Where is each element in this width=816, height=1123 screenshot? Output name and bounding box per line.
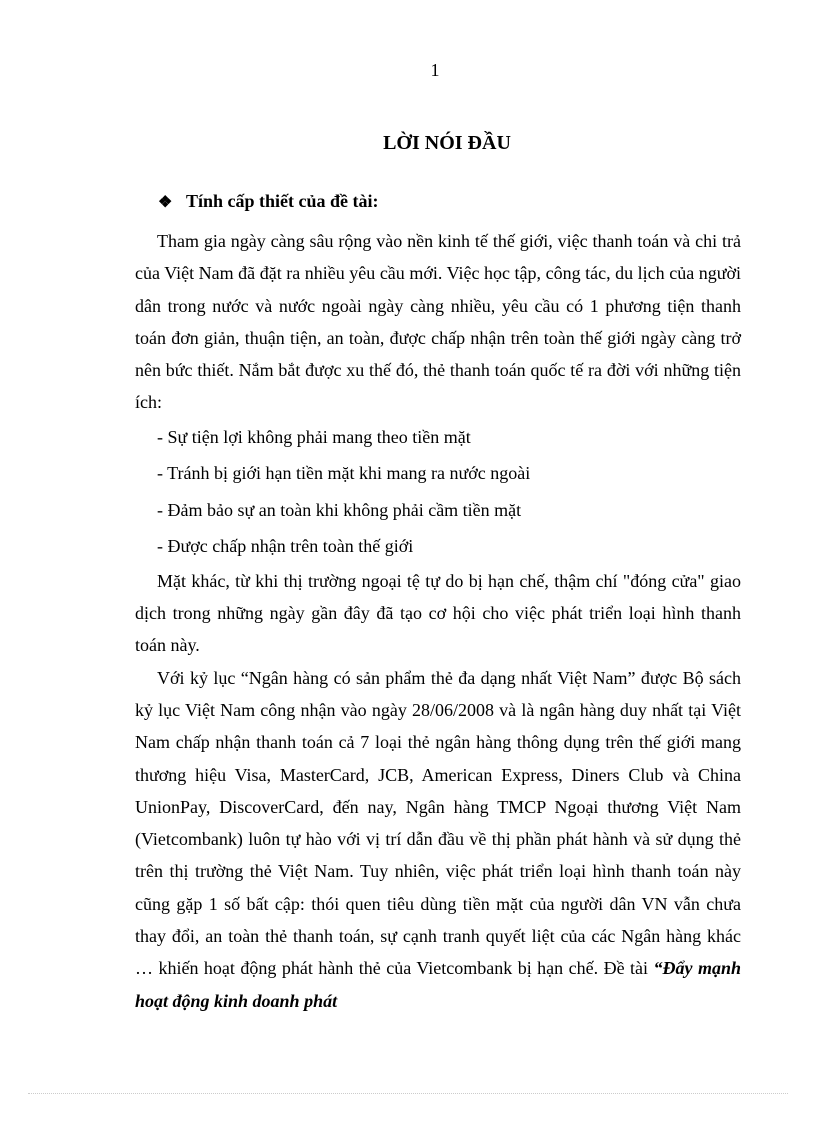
page-bottom-divider <box>28 1093 788 1094</box>
paragraph-vietcombank-text: Với kỷ lục “Ngân hàng có sản phẩm thẻ đa dạng nhất Việt Nam” được Bộ sách kỷ lục Việt Nam công nhận vào ngày 28/06/2008 và là ngân hàng duy nhất tại Việt Nam chấp nhận thanh toán cả 7 loại thẻ ngân hàng thông dụng trên thế giới mang thương hiệu Visa, MasterCard, JCB, American Express, Diners Club và China UnionPay, DiscoverCard, đến nay, Ngân hàng TMCP Ngoại thương Việt Nam (Vietcombank) luôn tự hào với vị trí dẫn đầu về thị phần phát hành và sử dụng thẻ trên thị trường thẻ Việt Nam. Tuy nhiên, việc phát triển loại hình thanh toán này cũng gặp 1 số bất cập: thói quen tiêu dùng tiền mặt của người dân VN vẫn chưa thay đổi, an toàn thẻ thanh toán, sự cạnh tranh quyết liệt của các Ngân hàng khác … khiến hoạt động phát hành thẻ của Vietcombank bị hạn chế. Đề tài <box>135 667 741 979</box>
paragraph-vietcombank <box>135 662 741 1017</box>
list-item: - Được chấp nhận trên toàn thế giới <box>157 536 414 557</box>
page-number: 1 <box>430 60 440 80</box>
list-item: - Sự tiện lợi không phải mang theo tiền mặt <box>157 426 471 447</box>
list-item: - Tránh bị giới hạn tiền mặt khi mang ra nước ngoài <box>157 463 531 484</box>
section-heading <box>158 191 379 212</box>
paragraph-context: Mặt khác, từ khi thị trường ngoại tệ tự do bị hạn chế, thậm chí "đóng cửa" giao dịch trong những ngày gần đây đã tạo cơ hội cho việc phát triển loại hình thanh toán này. <box>135 570 741 656</box>
thesis-title-emphasis: “Đẩy mạnh hoạt động kinh doanh phát <box>135 958 741 1011</box>
page-title: LỜI NÓI ĐẦU <box>383 132 511 154</box>
section-heading-text: Tính cấp thiết của đề tài: <box>186 191 379 211</box>
body-text <box>135 225 741 1017</box>
list-item: - Đảm bảo sự an toàn khi không phải cầm tiền mặt <box>157 499 522 520</box>
paragraph-intro: Tham gia ngày càng sâu rộng vào nền kinh tế thế giới, việc thanh toán và chi trả của Việt Nam đã đặt ra nhiều yêu cầu mới. Việc học tập, công tác, du lịch của người dân trong nước và nước ngoài ngày càng nhiều, yêu cầu có 1 phương tiện thanh toán đơn giản, thuận tiện, an toàn, được chấp nhận trên toàn thế giới ngày càng trở nên bức thiết. Nắm bắt được xu thế đó, thẻ thanh toán quốc tế ra đời với những tiện ích: <box>135 231 741 413</box>
diamond-bullet-icon: ❖ <box>158 194 173 211</box>
